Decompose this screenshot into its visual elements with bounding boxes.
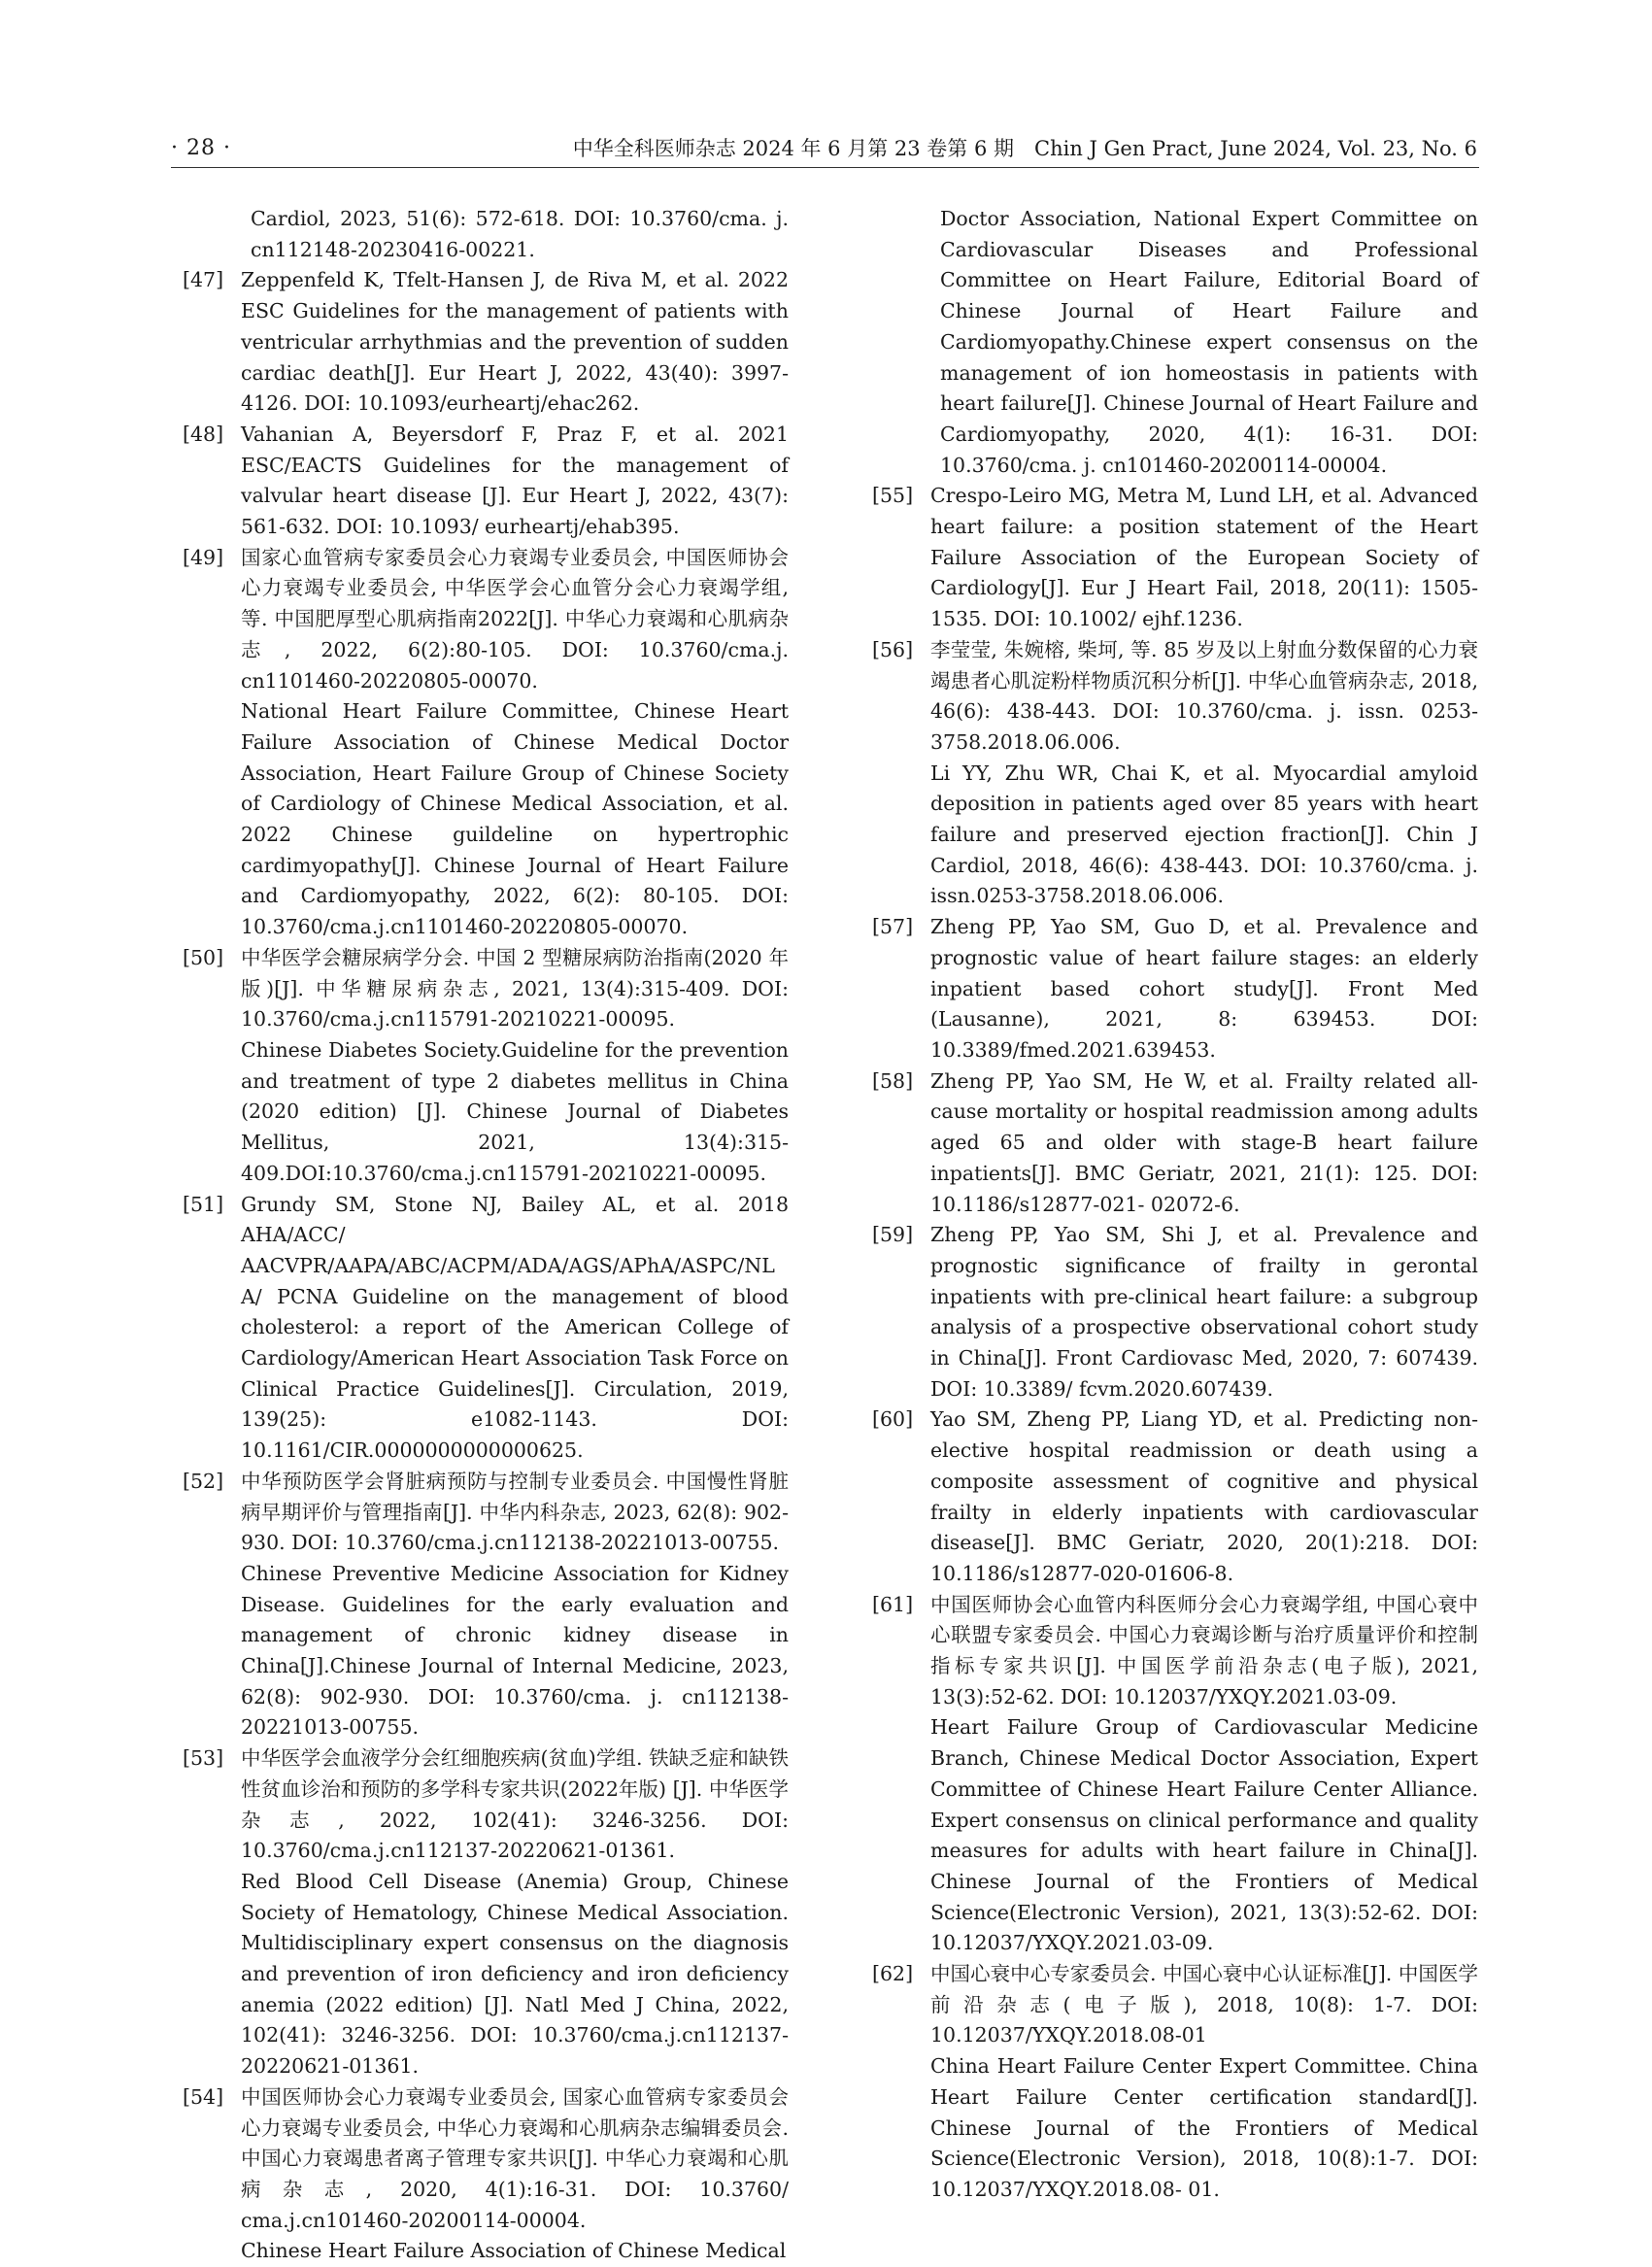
reference-item bbox=[862, 204, 1478, 481]
reference-item bbox=[862, 912, 1478, 1066]
reference-text: Zeppenfeld K, Tfelt-Hansen J, de Riva M, et al. 2022 ESC Guidelines for the management of patients with ventricular arrhythmias and the prevention of sudden cardiac death[J]. Eur Heart J, 2022, 43(40): 3997-4126. DOI: 10.1093/eurheartj/ehac262. bbox=[241, 268, 789, 416]
reference-list-right bbox=[862, 204, 1478, 2206]
header-rule bbox=[171, 167, 1479, 168]
reference-item bbox=[862, 1959, 1478, 2206]
reference-text: Vahanian A, Beyersdorf F, Praz F, et al. 2021 ESC/EACTS Guidelines for the management of valvular heart disease [J]. Eur Heart J, 2022, 43(7): 561-632. DOI: 10.1093/ eurheartj/ehab395. bbox=[241, 422, 789, 539]
reference-text: Zheng PP, Yao SM, Guo D, et al. Prevalence and prognostic value of heart failure stages: an elderly inpatient based cohort study[J]. Front Med (Lausanne), 2021, 8: 639453. DOI: 10.3389/fmed.2021.639453. bbox=[930, 915, 1478, 1062]
reference-text: 中华医学会糖尿病学分会. 中国 2 型糖尿病防治指南(2020 年版)[J]. 中华糖尿病杂志, 2021, 13(4):315-409. DOI: 10.3760/cma.j.cn115791-20210221-00095. bbox=[241, 945, 789, 1032]
reference-item bbox=[173, 204, 789, 265]
reference-text: National Heart Failure Committee, Chinese Heart Failure Association of Chinese Medical Doctor Association, Heart Failure Group of Chinese Society of Cardiology of Chinese Medical Association, et al. 2022 Chinese guildeline on hypertrophic cardimyopathy[J]. Chinese Journal of Heart Failure and Cardiomyopathy, 2022, 6(2): 80-105. DOI: 10.3760/cma.j.cn1101460-20220805-00070. bbox=[241, 699, 789, 939]
reference-text: Cardiol, 2023, 51(6): 572-618. DOI: 10.3760/cma. j. cn112148-20230416-00221. bbox=[251, 207, 789, 261]
reference-item bbox=[173, 543, 789, 943]
reference-number: [50] bbox=[183, 945, 224, 969]
reference-number: [60] bbox=[872, 1407, 914, 1432]
page-header bbox=[0, 0, 1652, 175]
page-number: · 28 · bbox=[171, 136, 231, 160]
reference-list-left bbox=[173, 204, 789, 2267]
reference-text: China Heart Failure Center Expert Committee. China Heart Failure Center certification standard[J]. Chinese Journal of the Frontiers of Medical Science(Electronic Version), 2018, 10(8):1-7. DOI: 10.12037/YXQY.2018.08- 01. bbox=[930, 2054, 1478, 2201]
reference-text: Chinese Preventive Medicine Association for Kidney Disease. Guidelines for the early evaluation and management of chronic kidney disease in China[J].Chinese Journal of Internal Medicine, 2023, 62(8): 902-930. DOI: 10.3760/cma. j. cn112138-20221013-00755. bbox=[241, 1561, 789, 1740]
reference-item bbox=[862, 481, 1478, 635]
reference-text: 中国医师协会心血管内科医师分会心力衰竭学组, 中国心衰中心联盟专家委员会. 中国心力衰竭诊断与治疗质量评价和控制指标专家共识[J]. 中国医学前沿杂志(电子版), 2021, 13(3):52-62. DOI: 10.12037/YXQY.2021.03-09. bbox=[930, 1592, 1478, 1709]
reference-number: [57] bbox=[872, 915, 914, 939]
reference-text: Chinese Diabetes Society.Guideline for the prevention and treatment of type 2 diabetes mellitus in China (2020 edition) [J]. Chinese Journal of Diabetes Mellitus, 2021, 13(4):315-409.DOI:10.3760/cma.j.cn115791-20210221-00095. bbox=[241, 1037, 789, 1185]
reference-item bbox=[173, 420, 789, 543]
reference-item bbox=[173, 1467, 789, 1743]
reference-number: [62] bbox=[872, 1962, 914, 1986]
reference-item bbox=[173, 1743, 789, 2082]
reference-text: 李莹莹, 朱婉榕, 柴坷, 等. 85 岁及以上射血分数保留的心力衰竭患者心肌淀粉样物质沉积分析[J]. 中华心血管病杂志, 2018, 46(6): 438-443. DOI: 10.3760/cma. j. issn. 0253-3758.2018.06.006. bbox=[930, 637, 1478, 754]
reference-number: [47] bbox=[183, 268, 224, 292]
reference-text: Crespo-Leiro MG, Metra M, Lund LH, et al. Advanced heart failure: a position statement of the Heart Failure Association of the European Society of Cardiology[J]. Eur J Heart Fail, 2018, 20(11): 1505-1535. DOI: 10.1002/ ejhf.1236. bbox=[930, 484, 1478, 631]
reference-item bbox=[173, 1190, 789, 1467]
reference-item bbox=[862, 1220, 1478, 1404]
reference-number: [56] bbox=[872, 637, 914, 661]
running-head: 中华全科医师杂志 2024 年 6 月第 23 卷第 6 期 Chin J Gen Pract, June 2024, Vol. 23, No. 6 bbox=[572, 137, 1477, 160]
reference-number: [55] bbox=[872, 484, 914, 508]
reference-item bbox=[862, 1590, 1478, 1959]
reference-item bbox=[173, 2082, 789, 2267]
reference-text: Zheng PP, Yao SM, He W, et al. Frailty related all-cause mortality or hospital readmission among adults aged 65 and older with stage-B heart failure inpatients[J]. BMC Geriatr, 2021, 21(1): 125. DOI: 10.1186/s12877-021- 02072-6. bbox=[930, 1068, 1478, 1216]
reference-text: Zheng PP, Yao SM, Shi J, et al. Prevalence and prognostic significance of frailty in gerontal inpatients with pre-clinical heart failure: a subgroup analysis of a prospective observational cohort study in China[J]. Front Cardiovasc Med, 2020, 7: 607439. DOI: 10.3389/ fcvm.2020.607439. bbox=[930, 1223, 1478, 1401]
reference-column-left bbox=[173, 204, 789, 2263]
reference-text: Yao SM, Zheng PP, Liang YD, et al. Predicting non-elective hospital readmission or death using a composite assessment of cognitive and physical frailty in elderly inpatients with cardiovascular disease[J]. BMC Geriatr, 2020, 20(1):218. DOI: 10.1186/s12877-020-01606-8. bbox=[930, 1407, 1478, 1585]
reference-number: [48] bbox=[183, 422, 224, 446]
reference-number: [54] bbox=[183, 2084, 224, 2109]
reference-text: Li YY, Zhu WR, Chai K, et al. Myocardial amyloid deposition in patients aged over 85 years with heart failure and preserved ejection fraction[J]. Chin J Cardiol, 2018, 46(6): 438-443. DOI: 10.3760/cma. j. issn.0253-3758.2018.06.006. bbox=[930, 761, 1478, 908]
reference-item bbox=[862, 1404, 1478, 1589]
reference-item bbox=[862, 1066, 1478, 1221]
reference-number: [53] bbox=[183, 1746, 224, 1771]
reference-text: Heart Failure Group of Cardiovascular Medicine Branch, Chinese Medical Doctor Association, Expert Committee of Chinese Heart Failure Center Alliance. Expert consensus on clinical performance and quality measures for adults with heart failure in China[J]. Chinese Journal of the Frontiers of Medical Science(Electronic Version), 2021, 13(3):52-62. DOI: 10.12037/YXQY.2021.03-09. bbox=[930, 1715, 1478, 1955]
reference-text: Red Blood Cell Disease (Anemia) Group, Chinese Society of Hematology, Chinese Medical Association. Multidisciplinary expert consensus on the diagnosis and prevention of iron deficiency and iron deficiency anemia (2022 edition) [J]. Natl Med J China, 2022, 102(41): 3246-3256. DOI: 10.3760/cma.j.cn112137-20220621-01361. bbox=[241, 1869, 789, 2079]
reference-item bbox=[173, 265, 789, 420]
reference-item bbox=[173, 943, 789, 1190]
reference-column-right bbox=[862, 204, 1478, 2201]
reference-text: 中国医师协会心力衰竭专业委员会, 国家心血管病专家委员会心力衰竭专业委员会, 中华心力衰竭和心肌病杂志编辑委员会. 中国心力衰竭患者离子管理专家共识[J]. 中华心力衰竭和心肌病杂志, 2020, 4(1):16-31. DOI: 10.3760/ cma.j.cn101460-20200114-00004. bbox=[241, 2084, 789, 2232]
reference-text: Doctor Association, National Expert Committee on Cardiovascular Diseases and Professional Committee on Heart Failure, Editorial Board of Chinese Journal of Heart Failure and Cardiomyopathy.Chinese expert consensus on the management of ion homeostasis in patients with heart failure[J]. Chinese Journal of Heart Failure and Cardiomyopathy, 2020, 4(1): 16-31. DOI: 10.3760/cma. j. cn101460-20200114-00004. bbox=[940, 207, 1478, 477]
reference-text: 中国心衰中心专家委员会. 中国心衰中心认证标准[J]. 中国医学前沿杂志(电子版), 2018, 10(8): 1-7. DOI: 10.12037/YXQY.2018.08-01 bbox=[930, 1962, 1478, 2047]
reference-text: 中华预防医学会肾脏病预防与控制专业委员会. 中国慢性肾脏病早期评价与管理指南[J]. 中华内科杂志, 2023, 62(8): 902-930. DOI: 10.3760/cma.j.cn112138-20221013-00755. bbox=[241, 1469, 789, 1555]
reference-text: 中华医学会血液学分会红细胞疾病(贫血)学组. 铁缺乏症和缺铁性贫血诊治和预防的多学科专家共识(2022年版) [J]. 中华医学杂志, 2022, 102(41): 3246-3256. DOI: 10.3760/cma.j.cn112137-20220621-01361. bbox=[241, 1746, 789, 1863]
reference-number: [59] bbox=[872, 1223, 914, 1247]
reference-number: [51] bbox=[183, 1192, 224, 1216]
reference-item bbox=[862, 635, 1478, 912]
reference-text: 国家心血管病专家委员会心力衰竭专业委员会, 中国医师协会心力衰竭专业委员会, 中华医学会心血管分会心力衰竭学组, 等. 中国肥厚型心肌病指南2022[J]. 中华心力衰竭和心肌病杂志, 2022, 6(2):80-105. DOI: 10.3760/cma.j. cn1101460-20220805-00070. bbox=[241, 545, 789, 693]
reference-number: [52] bbox=[183, 1469, 224, 1493]
reference-number: [61] bbox=[872, 1592, 914, 1616]
reference-text: Grundy SM, Stone NJ, Bailey AL, et al. 2018 AHA/ACC/ AACVPR/AAPA/ABC/ACPM/ADA/AGS/APhA/ASPC/NLA/ PCNA Guideline on the management of blood cholesterol: a report of the American College of Cardiology/American Heart Association Task Force on Clinical Practice Guidelines[J]. Circulation, 2019, 139(25): e1082-1143. DOI: 10.1161/CIR.0000000000000625. bbox=[241, 1192, 789, 1463]
reference-text: Chinese Heart Failure Association of Chinese Medical bbox=[241, 2239, 787, 2263]
reference-number: [58] bbox=[872, 1068, 914, 1093]
reference-number: [49] bbox=[183, 545, 224, 569]
